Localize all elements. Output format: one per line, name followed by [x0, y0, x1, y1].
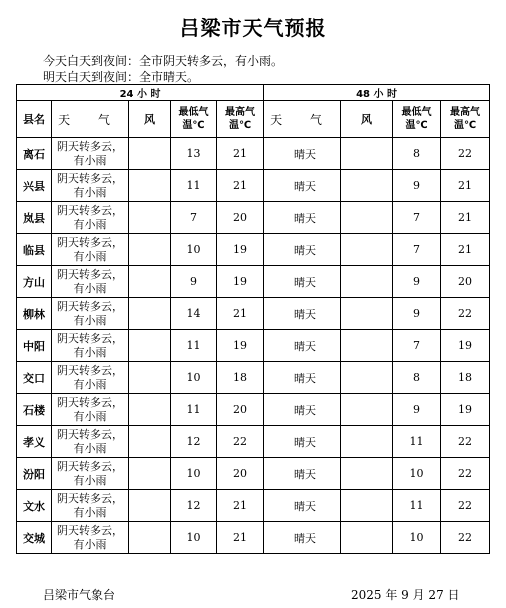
- weather-24h-cell: 阴天转多云，有小雨: [52, 170, 129, 202]
- wind-24h-cell: [129, 330, 171, 362]
- min-temp-24h-cell: 10: [171, 522, 217, 554]
- weather-48h-cell: 晴天: [264, 170, 341, 202]
- min-temp-48h-cell: 9: [393, 170, 441, 202]
- county-cell: 岚县: [17, 202, 52, 234]
- wind-48h-cell: [341, 234, 393, 266]
- wind-24h-cell: [129, 426, 171, 458]
- max-temp-48h-cell: 21: [441, 170, 490, 202]
- table-row: [17, 266, 490, 298]
- wind-48h-cell: [341, 490, 393, 522]
- weather-24h-cell: 阴天转多云，有小雨: [52, 266, 129, 298]
- weather-48h-cell: 晴天: [264, 522, 341, 554]
- min-temp-24h-cell: 11: [171, 170, 217, 202]
- table-row: [17, 394, 490, 426]
- max-temp-48h-cell: 22: [441, 138, 490, 170]
- max-temp-48h-cell: 20: [441, 266, 490, 298]
- max-temp-24h-cell: 21: [217, 138, 264, 170]
- max-temp-48h-cell: 22: [441, 426, 490, 458]
- max-temp-24h-cell: 21: [217, 522, 264, 554]
- wind-48h-cell: [341, 202, 393, 234]
- min-temp-48h-cell: 8: [393, 362, 441, 394]
- min-temp-24h-cell: 10: [171, 458, 217, 490]
- min-temp-48h-cell: 9: [393, 298, 441, 330]
- wind-48h-cell: [341, 266, 393, 298]
- wind-24h-cell: [129, 394, 171, 426]
- wind-24h-cell: [129, 522, 171, 554]
- county-cell: 方山: [17, 266, 52, 298]
- county-cell: 兴县: [17, 170, 52, 202]
- wind-24h-cell: [129, 266, 171, 298]
- max-temp-48h-cell: 22: [441, 298, 490, 330]
- weather-48h-cell: 晴天: [264, 426, 341, 458]
- county-cell: 文水: [17, 490, 52, 522]
- weather-24h-cell: 阴天转多云，有小雨: [52, 202, 129, 234]
- weather-48h-cell: 晴天: [264, 202, 341, 234]
- min-temp-48h-cell: 7: [393, 202, 441, 234]
- table-row: [17, 330, 490, 362]
- header-min-24h: 最低气温℃: [171, 101, 217, 138]
- max-temp-24h-cell: 19: [217, 266, 264, 298]
- min-temp-48h-cell: 7: [393, 330, 441, 362]
- min-temp-24h-cell: 9: [171, 266, 217, 298]
- county-cell: 孝义: [17, 426, 52, 458]
- max-temp-24h-cell: 22: [217, 426, 264, 458]
- county-cell: 交城: [17, 522, 52, 554]
- min-temp-24h-cell: 11: [171, 330, 217, 362]
- wind-24h-cell: [129, 138, 171, 170]
- weather-24h-cell: 阴天转多云，有小雨: [52, 490, 129, 522]
- table-row: [17, 362, 490, 394]
- weather-48h-cell: 晴天: [264, 330, 341, 362]
- county-cell: 柳林: [17, 298, 52, 330]
- table-row: [17, 138, 490, 170]
- min-temp-24h-cell: 12: [171, 426, 217, 458]
- wind-48h-cell: [341, 138, 393, 170]
- max-temp-48h-cell: 19: [441, 330, 490, 362]
- max-temp-48h-cell: 19: [441, 394, 490, 426]
- table-row: [17, 234, 490, 266]
- county-cell: 离石: [17, 138, 52, 170]
- weather-24h-cell: 阴天转多云，有小雨: [52, 298, 129, 330]
- header-wind-48h: 风: [341, 101, 393, 138]
- wind-48h-cell: [341, 330, 393, 362]
- max-temp-48h-cell: 21: [441, 234, 490, 266]
- weather-48h-cell: 晴天: [264, 234, 341, 266]
- county-cell: 中阳: [17, 330, 52, 362]
- header-weather-24h: 天 气: [52, 101, 129, 138]
- max-temp-24h-cell: 21: [217, 298, 264, 330]
- footer-date: 2025 年 9 月 27 日: [351, 588, 460, 602]
- min-temp-24h-cell: 12: [171, 490, 217, 522]
- weather-48h-cell: 晴天: [264, 266, 341, 298]
- table-row: [17, 298, 490, 330]
- weather-48h-cell: 晴天: [264, 362, 341, 394]
- wind-48h-cell: [341, 426, 393, 458]
- weather-24h-cell: 阴天转多云，有小雨: [52, 138, 129, 170]
- min-temp-48h-cell: 9: [393, 394, 441, 426]
- wind-24h-cell: [129, 458, 171, 490]
- min-temp-24h-cell: 14: [171, 298, 217, 330]
- max-temp-48h-cell: 18: [441, 362, 490, 394]
- wind-24h-cell: [129, 234, 171, 266]
- period-24h: 24 小 时: [17, 85, 264, 101]
- weather-48h-cell: 晴天: [264, 138, 341, 170]
- min-temp-24h-cell: 10: [171, 362, 217, 394]
- min-temp-24h-cell: 13: [171, 138, 217, 170]
- header-wind-24h: 风: [129, 101, 171, 138]
- max-temp-24h-cell: 21: [217, 490, 264, 522]
- wind-48h-cell: [341, 362, 393, 394]
- period-header-row: [17, 85, 490, 101]
- max-temp-24h-cell: 18: [217, 362, 264, 394]
- max-temp-48h-cell: 22: [441, 522, 490, 554]
- max-temp-24h-cell: 20: [217, 394, 264, 426]
- wind-24h-cell: [129, 298, 171, 330]
- min-temp-48h-cell: 8: [393, 138, 441, 170]
- weather-48h-cell: 晴天: [264, 394, 341, 426]
- wind-48h-cell: [341, 458, 393, 490]
- table-row: [17, 426, 490, 458]
- table-row: [17, 490, 490, 522]
- header-weather-48h: 天 气: [264, 101, 341, 138]
- county-cell: 临县: [17, 234, 52, 266]
- min-temp-24h-cell: 10: [171, 234, 217, 266]
- footer-agency: 吕梁市气象台: [43, 588, 116, 602]
- header-max-24h: 最高气温℃: [217, 101, 264, 138]
- table-row: [17, 458, 490, 490]
- min-temp-48h-cell: 10: [393, 458, 441, 490]
- min-temp-48h-cell: 9: [393, 266, 441, 298]
- wind-24h-cell: [129, 362, 171, 394]
- header-min-48h: 最低气温℃: [393, 101, 441, 138]
- weather-48h-cell: 晴天: [264, 298, 341, 330]
- weather-48h-cell: 晴天: [264, 458, 341, 490]
- wind-24h-cell: [129, 202, 171, 234]
- wind-48h-cell: [341, 522, 393, 554]
- weather-24h-cell: 阴天转多云，有小雨: [52, 234, 129, 266]
- min-temp-48h-cell: 10: [393, 522, 441, 554]
- max-temp-48h-cell: 22: [441, 458, 490, 490]
- page-title: 吕梁市天气预报: [179, 16, 327, 40]
- today-summary: 今天白天到夜间：全市阴天转多云，有小雨。: [43, 54, 284, 68]
- table-row: [17, 170, 490, 202]
- header-county: 县名: [17, 101, 52, 138]
- column-header-row: [17, 101, 490, 138]
- wind-24h-cell: [129, 490, 171, 522]
- min-temp-24h-cell: 11: [171, 394, 217, 426]
- wind-48h-cell: [341, 298, 393, 330]
- wind-48h-cell: [341, 394, 393, 426]
- weather-24h-cell: 阴天转多云，有小雨: [52, 426, 129, 458]
- min-temp-48h-cell: 11: [393, 490, 441, 522]
- period-48h: 48 小 时: [264, 85, 490, 101]
- min-temp-48h-cell: 11: [393, 426, 441, 458]
- wind-48h-cell: [341, 170, 393, 202]
- wind-24h-cell: [129, 170, 171, 202]
- max-temp-24h-cell: 19: [217, 330, 264, 362]
- weather-24h-cell: 阴天转多云，有小雨: [52, 522, 129, 554]
- county-cell: 交口: [17, 362, 52, 394]
- weather-24h-cell: 阴天转多云，有小雨: [52, 394, 129, 426]
- max-temp-48h-cell: 22: [441, 490, 490, 522]
- max-temp-24h-cell: 21: [217, 170, 264, 202]
- weather-24h-cell: 阴天转多云，有小雨: [52, 362, 129, 394]
- weather-48h-cell: 晴天: [264, 490, 341, 522]
- weather-24h-cell: 阴天转多云，有小雨: [52, 330, 129, 362]
- tomorrow-summary: 明天白天到夜间：全市晴天。: [43, 70, 200, 84]
- max-temp-24h-cell: 19: [217, 234, 264, 266]
- max-temp-24h-cell: 20: [217, 202, 264, 234]
- table-row: [17, 202, 490, 234]
- weather-24h-cell: 阴天转多云，有小雨: [52, 458, 129, 490]
- max-temp-48h-cell: 21: [441, 202, 490, 234]
- min-temp-24h-cell: 7: [171, 202, 217, 234]
- min-temp-48h-cell: 7: [393, 234, 441, 266]
- table-row: [17, 522, 490, 554]
- max-temp-24h-cell: 20: [217, 458, 264, 490]
- header-max-48h: 最高气温℃: [441, 101, 490, 138]
- county-cell: 石楼: [17, 394, 52, 426]
- forecast-table: [16, 84, 490, 554]
- county-cell: 汾阳: [17, 458, 52, 490]
